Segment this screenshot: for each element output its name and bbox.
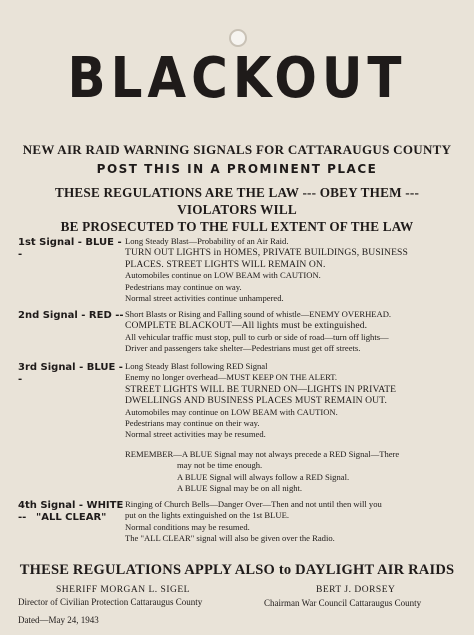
signal-4-all-clear-label: "ALL CLEAR" <box>36 512 107 523</box>
signal-line: Driver and passengers take shelter—Pedestrians must get off streets. <box>125 343 361 354</box>
remember-line: may not be time enough. <box>177 460 263 471</box>
chairman-name: BERT J. DORSEY <box>316 585 396 595</box>
subtitle-post-notice: POST THIS IN A PROMINENT PLACE <box>96 162 378 176</box>
signal-line: Short Blasts or Rising and Falling sound of whistle—ENEMY OVERHEAD. <box>125 309 392 319</box>
remember-line: A BLUE Signal will always follow a RED Signal. <box>177 471 350 482</box>
daylight-raids-heading: THESE REGULATIONS APPLY ALSO to DAYLIGHT AIR RAIDS <box>19 562 455 578</box>
date-line: Dated—May 24, 1943 <box>18 615 99 625</box>
signal-line: Enemy no longer overhead—MUST KEEP ON THE ALERT. <box>125 372 338 383</box>
signal-line: All vehicular traffic must stop, pull to curb or side of road—turn off lights— <box>125 331 389 342</box>
law-line: BE PROSECUTED TO THE FULL EXTENT OF THE LAW <box>60 219 414 234</box>
signal-line: put on the lights extinguished on the 1st BLUE. <box>125 510 289 521</box>
signal-line: The "ALL CLEAR" signal will also be given over the Radio. <box>125 533 335 544</box>
signal-line: Ringing of Church Bells—Danger Over—Then and not until then will you <box>125 499 382 509</box>
signal-line: PLACES. STREET LIGHTS WILL REMAIN ON. <box>125 258 326 270</box>
signal-4-label: 4th Signal - WHITE -- <box>18 500 124 523</box>
sheriff-title: Director of Civilian Protection Cattaraugus County <box>18 597 203 607</box>
signal-line: Normal street activities continue unhampered. <box>125 293 284 304</box>
signal-line: Normal street activities may be resumed. <box>125 429 266 440</box>
poster-title: BLACKOUT <box>67 45 407 111</box>
hanging-hole <box>229 29 247 47</box>
signal-line: Automobiles continue on LOW BEAM with CAUTION. <box>125 270 321 281</box>
signal-2-label: 2nd Signal - RED -- <box>18 310 124 321</box>
signal-line: DWELLINGS AND BUSINESS PLACES MUST REMAIN OUT. <box>125 395 387 407</box>
signal-line: Pedestrians may continue on way. <box>125 281 242 292</box>
signal-3-label: 3rd Signal - BLUE -- <box>18 362 123 385</box>
subtitle-warning-signals: NEW AIR RAID WARNING SIGNALS FOR CATTARAUGUS COUNTY <box>22 142 452 157</box>
signal-3-text <box>125 361 463 441</box>
signal-4-text <box>125 499 463 545</box>
signal-line: Long Steady Blast following RED Signal <box>125 361 268 371</box>
sheriff-name: SHERIFF MORGAN L. SIGEL <box>56 585 190 595</box>
signal-2-text <box>125 309 463 355</box>
signal-1-label: 1st Signal - BLUE -- <box>18 237 122 260</box>
remember-line: A BLUE Signal may be on all night. <box>177 483 303 494</box>
signal-line: Automobiles may continue on LOW BEAM with CAUTION. <box>125 406 338 417</box>
signal-line: Pedestrians may continue on their way. <box>125 418 260 429</box>
signal-line: Long Steady Blast—Probability of an Air Raid. <box>125 236 289 246</box>
chairman-title: Chairman War Council Cattaraugus County <box>264 598 422 608</box>
remember-note <box>125 449 463 495</box>
remember-line: REMEMBER—A BLUE Signal may not always precede a RED Signal—There <box>125 449 400 459</box>
law-notice <box>18 184 456 235</box>
signal-line: COMPLETE BLACKOUT—All lights must be extinguished. <box>125 320 368 332</box>
signal-line: TURN OUT LIGHTS in HOMES, PRIVATE BUILDINGS, BUSINESS <box>125 247 408 259</box>
signal-line: STREET LIGHTS WILL BE TURNED ON—LIGHTS IN PRIVATE <box>125 383 397 395</box>
law-line: THESE REGULATIONS ARE THE LAW --- OBEY THEM --- VIOLATORS WILL <box>54 185 420 217</box>
signal-1-text <box>125 236 463 304</box>
signal-line: Normal conditions may be resumed. <box>125 521 250 532</box>
